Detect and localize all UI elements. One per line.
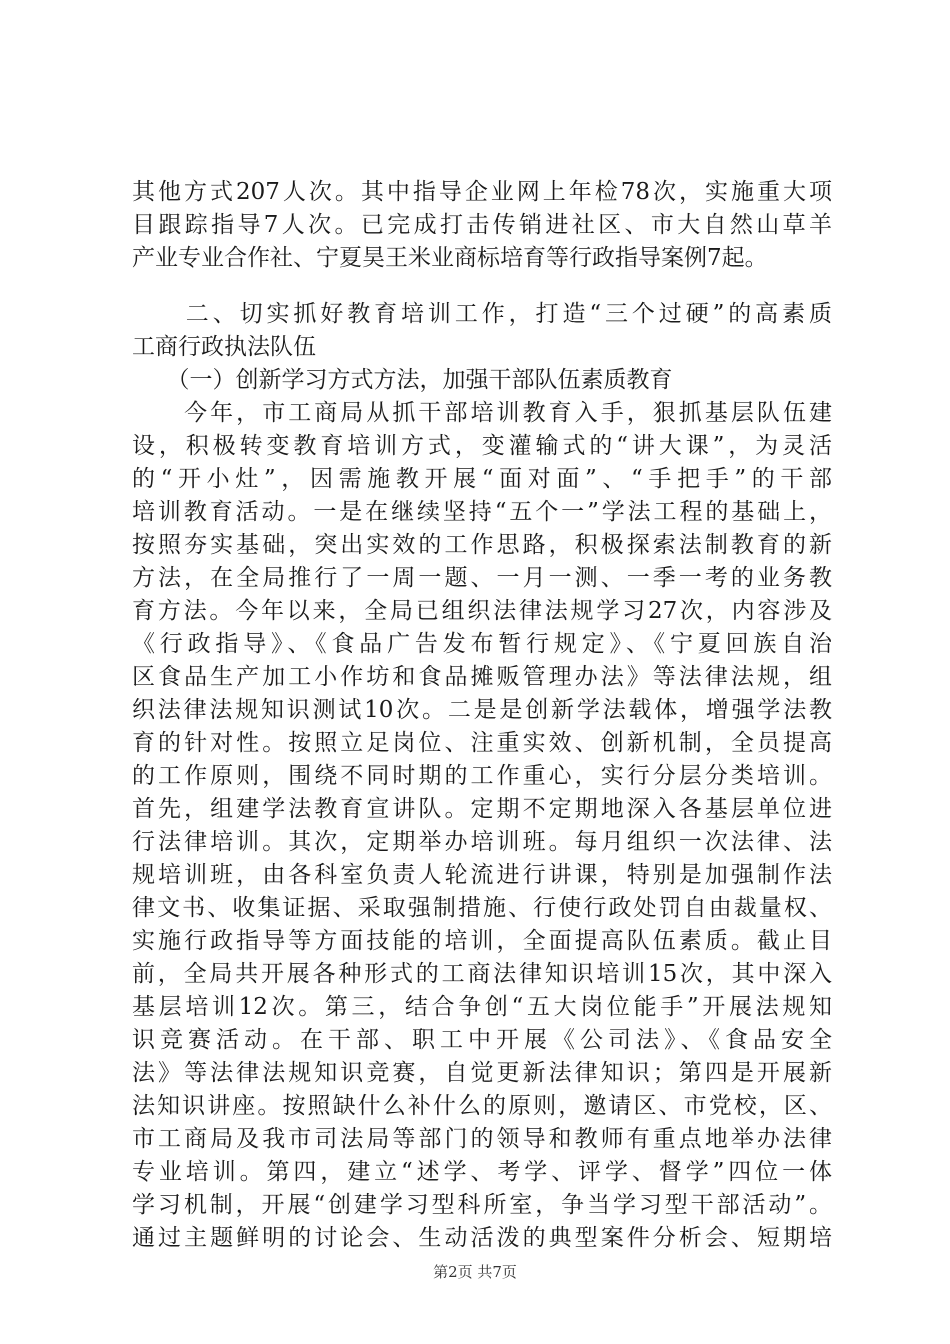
text-line: 的工作原则，围绕不同时期的工作重心，实行分层分类培训。 [132,763,832,789]
text-line: 识竞赛活动。在干部、职工中开展《公司法》、《食品安全 [132,1027,832,1053]
text-line: 实施行政指导等方面技能的培训，全面提高队伍素质。截止目 [132,928,832,954]
subsection-heading: （一）创新学习方式方法，加强干部队伍素质教育 [132,367,673,393]
text-line: 前，全局共开展各种形式的工商法律知识培训15次，其中深入 [132,961,832,987]
section-heading: 工商行政执法队伍 [132,334,316,360]
text-line: 培训教育活动。一是在继续坚持“五个一”学法工程的基础上， [132,499,832,525]
text-line: 方法，在全局推行了一周一题、一月一测、一季一考的业务教 [132,565,832,591]
text-line: 的“开小灶”，因需施教开展“面对面”、“手把手”的干部 [132,466,832,492]
text-line: 法知识讲座。按照缺什么补什么的原则，邀请区、市党校，区、 [132,1093,832,1119]
text-line: 法》等法律法规知识竞赛，自觉更新法律知识；第四是开展新 [132,1060,832,1086]
text-line: 按照夯实基础，突出实效的工作思路，积极探索法制教育的新 [132,532,832,558]
text-line: 产业专业合作社、宁夏昊王米业商标培育等行政指导案例7起。 [132,245,768,271]
text-line: 其他方式207人次。其中指导企业网上年检78次，实施重大项 [132,179,832,205]
text-line: 育的针对性。按照立足岗位、注重实效、创新机制，全员提高 [132,730,832,756]
text-line: 行法律培训。其次，定期举办培训班。每月组织一次法律、法 [132,829,832,855]
text-line: 目跟踪指导7人次。已完成打击传销进社区、市大自然山草羊 [132,212,832,238]
section-heading: 二、切实抓好教育培训工作，打造“三个过硬”的高素质 [132,301,832,327]
text-line: 区食品生产加工小作坊和食品摊贩管理办法》等法律法规，组 [132,664,832,690]
text-line: 通过主题鲜明的讨论会、生动活泼的典型案件分析会、短期培 [132,1225,832,1251]
text-line: 律文书、收集证据、采取强制措施、行使行政处罚自由裁量权、 [132,895,832,921]
text-line: 规培训班，由各科室负责人轮流进行讲课，特别是加强制作法 [132,862,832,888]
text-line: 织法律法规知识测试10次。二是是创新学法载体，增强学法教 [132,697,832,723]
page-number-footer: 第2页 共7页 [433,1263,517,1281]
text-line: 首先，组建学法教育宣讲队。定期不定期地深入各基层单位进 [132,796,832,822]
text-line: 学习机制，开展“创建学习型科所室，争当学习型干部活动”。 [132,1192,832,1218]
text-line: 基层培训12次。第三，结合争创“五大岗位能手”开展法规知 [132,994,832,1020]
text-line: 《行政指导》、《食品广告发布暂行规定》、《宁夏回族自治 [132,631,832,657]
text-line: 育方法。今年以来，全局已组织法律法规学习27次，内容涉及 [132,598,832,624]
text-line: 设，积极转变教育培训方式，变灌输式的“讲大课”，为灵活 [132,433,832,459]
text-line: 今年，市工商局从抓干部培训教育入手，狠抓基层队伍建 [132,400,832,426]
text-line: 专业培训。第四，建立“述学、考学、评学、督学”四位一体 [132,1159,832,1185]
text-line: 市工商局及我市司法局等部门的领导和教师有重点地举办法律 [132,1126,832,1152]
